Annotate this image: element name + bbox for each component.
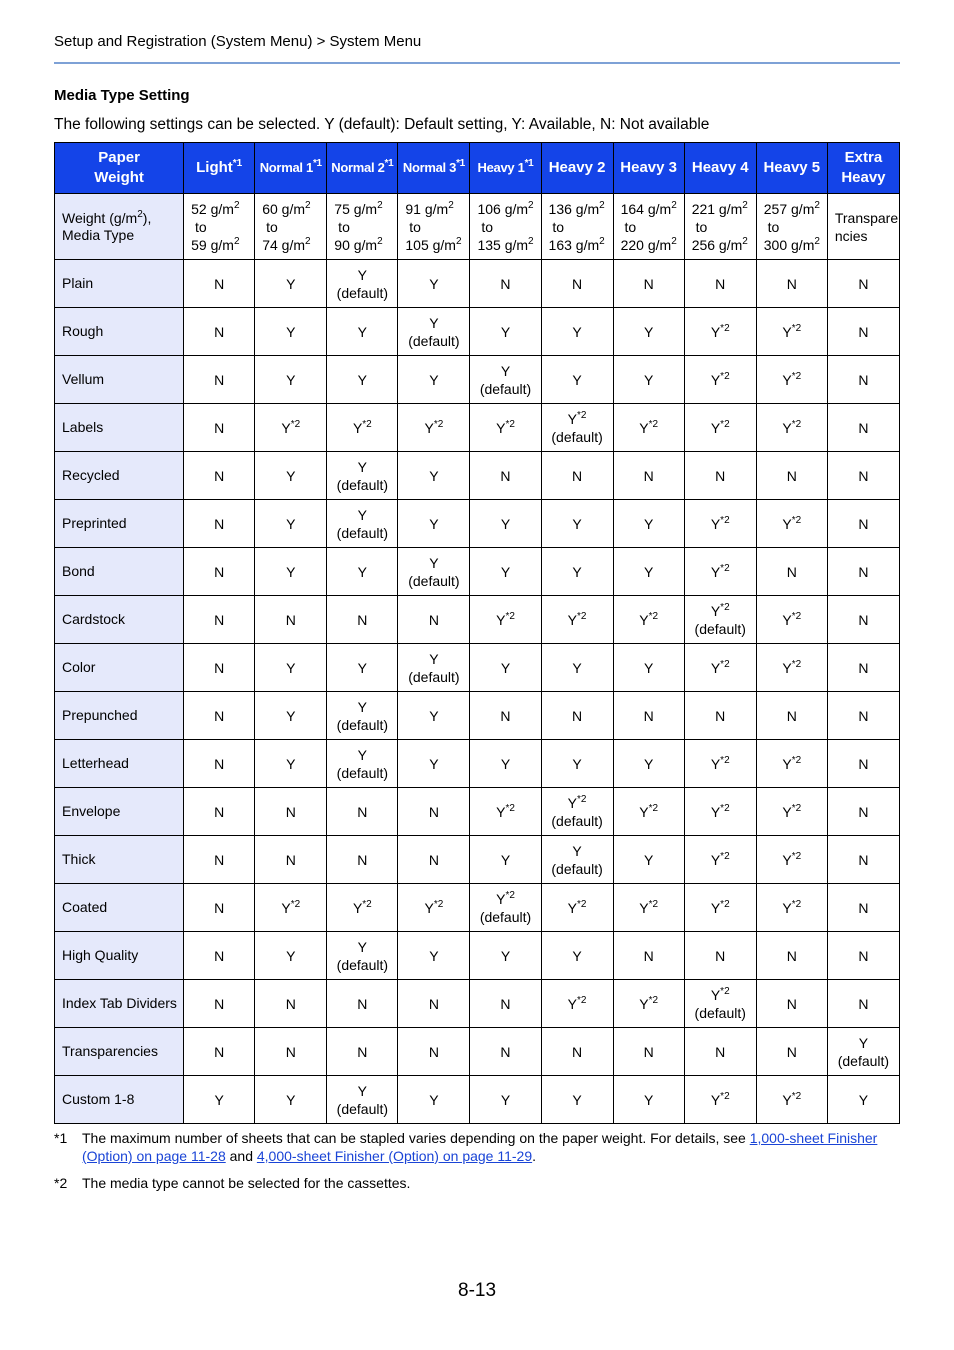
column-header-label: Heavy 3 [620, 159, 677, 176]
weight-row-label: Weight $(g/m^2)$, Media Type [55, 194, 184, 260]
table-cell: N [827, 980, 899, 1028]
table-cell: Y (default) [398, 644, 470, 692]
table-cell: N [827, 260, 899, 308]
table-cell: Y [255, 548, 327, 596]
table-cell: N [398, 1028, 470, 1076]
row-label-color: Color [55, 644, 184, 692]
table-cell: Y [255, 932, 327, 980]
row-label-index-tab-dividers: Index Tab Dividers [55, 980, 184, 1028]
table-cell: Y [255, 260, 327, 308]
weight-cell: 91 $g/m^2$ to 105 $g/m^2$ [398, 194, 470, 260]
corner-line-1: Paper [98, 149, 140, 166]
table-row [55, 1028, 900, 1076]
table-row [55, 980, 900, 1028]
table-cell: N [756, 548, 827, 596]
table-cell: N [470, 980, 541, 1028]
table-cell: $Y^{*2}$ [255, 884, 327, 932]
page-number: 8-13 [458, 1280, 497, 1301]
table-cell: Y [470, 500, 541, 548]
table-cell: Y (default) [327, 452, 398, 500]
table-cell: N [184, 644, 255, 692]
table-cell: N [541, 452, 613, 500]
table-cell: Y (default) [470, 356, 541, 404]
table-cell: $Y^{*2}$ [684, 884, 756, 932]
footnote-ref: *1 [232, 158, 243, 169]
table-row [55, 884, 900, 932]
table-cell: $Y^{*2}$ [613, 788, 684, 836]
table-body [55, 194, 900, 1124]
footnote-ref: *1 [384, 158, 394, 169]
table-cell: N [827, 548, 899, 596]
table-cell: $Y^{*2}$ [684, 404, 756, 452]
table-cell: N [827, 500, 899, 548]
table-cell: $Y^{*2}$ [398, 404, 470, 452]
table-cell: Y [541, 548, 613, 596]
table-cell: $Y^{*2}$ [684, 308, 756, 356]
footnote-ref: *1 [456, 158, 465, 169]
table-cell: $Y^{*2}$ [398, 884, 470, 932]
table-cell: N [827, 836, 899, 884]
table-cell: N [184, 596, 255, 644]
table-cell: N [255, 596, 327, 644]
table-cell: $Y^{*2}$ [470, 788, 541, 836]
corner-header [55, 143, 184, 194]
footnote-1-mark: *1 [54, 1130, 68, 1146]
row-label-preprinted: Preprinted [55, 500, 184, 548]
table-cell: Y [541, 308, 613, 356]
table-cell: N [827, 452, 899, 500]
table-cell: N [184, 548, 255, 596]
table-cell: N [470, 260, 541, 308]
table-row [55, 740, 900, 788]
table-cell: Y [470, 740, 541, 788]
table-cell: $Y^{*2}$ [756, 596, 827, 644]
table-cell: Y [613, 548, 684, 596]
table-cell: N [184, 932, 255, 980]
table-cell: Y [613, 308, 684, 356]
table-cell: N [684, 1028, 756, 1076]
column-header-extra-heavy [827, 143, 899, 194]
footnote-1-and: and [225, 1148, 257, 1164]
table-cell: $Y^{*2}$ [756, 836, 827, 884]
table-cell: N [756, 260, 827, 308]
table-cell: N [613, 1028, 684, 1076]
table-cell: Y [470, 836, 541, 884]
table-cell: $Y^{*2}$ [613, 596, 684, 644]
table-cell: Y [613, 740, 684, 788]
table-cell: N [684, 692, 756, 740]
row-label-bond: Bond [55, 548, 184, 596]
row-label-cardstock: Cardstock [55, 596, 184, 644]
table-cell: N [327, 788, 398, 836]
column-header-heavy-4 [684, 143, 756, 194]
column-header-label: Heavy 4 [691, 159, 749, 176]
footnote-1 [54, 1129, 900, 1169]
table-cell: Y [470, 548, 541, 596]
table-cell: $Y^{*2}$ [684, 836, 756, 884]
table-cell: Y [255, 308, 327, 356]
table-cell: N [184, 452, 255, 500]
row-label-vellum: Vellum [55, 356, 184, 404]
table-cell: Y [470, 1076, 541, 1124]
table-cell: N [756, 932, 827, 980]
column-header-light [184, 143, 255, 194]
table-cell: Y [613, 644, 684, 692]
row-label-recycled: Recycled [55, 452, 184, 500]
table-cell: Y [398, 932, 470, 980]
table-cell: Y (default) [327, 740, 398, 788]
row-label-labels: Labels [55, 404, 184, 452]
table-cell: N [398, 836, 470, 884]
column-header-normal-2 [327, 143, 398, 194]
table-cell: $Y^{*2}$ [684, 500, 756, 548]
column-header-heavy-2 [541, 143, 613, 194]
table-cell: N [184, 356, 255, 404]
table-cell: Y (default) [327, 260, 398, 308]
footnote-2 [54, 1174, 900, 1194]
table-cell: Y [327, 548, 398, 596]
table-cell: $Y^{*2}$ [684, 644, 756, 692]
table-cell: N [827, 404, 899, 452]
row-label-coated: Coated [55, 884, 184, 932]
table-cell: $Y^{*2}$ [613, 404, 684, 452]
table-cell: $Y^{*2}$ [684, 548, 756, 596]
table-cell: Y [255, 692, 327, 740]
table-row [55, 260, 900, 308]
table-cell: N [827, 596, 899, 644]
column-header-label: Normal 3 [402, 160, 457, 175]
breadcrumb: Setup and Registration (System Menu) > System Menu [54, 33, 422, 50]
weight-cell: 60 $g/m^2$ to 74 $g/m^2$ [255, 194, 327, 260]
table-row [55, 644, 900, 692]
table-row [55, 356, 900, 404]
table-cell: Y [541, 740, 613, 788]
header-rule [54, 62, 900, 64]
table-cell: Y [184, 1076, 255, 1124]
table-cell: $Y^{*2}$ (default) [541, 788, 613, 836]
table-cell: N [184, 500, 255, 548]
column-header-label: Heavy 2 [548, 159, 606, 176]
table-cell: N [327, 836, 398, 884]
column-header-label: Heavy 1 [477, 160, 525, 175]
column-header-label: Light [196, 159, 233, 176]
table-cell: $Y^{*2}$ [756, 788, 827, 836]
table-cell: Y (default) [327, 500, 398, 548]
table-cell: N [684, 260, 756, 308]
table-cell: $Y^{*2}$ [541, 884, 613, 932]
section-title: Media Type Setting [54, 87, 190, 104]
table-cell: N [398, 596, 470, 644]
column-header-line: Extra Heavy [841, 149, 886, 186]
footnote-ref: *1 [524, 158, 534, 169]
table-cell: $Y^{*2}$ [684, 356, 756, 404]
table-cell: N [255, 980, 327, 1028]
table-cell: $Y^{*2}$ [470, 596, 541, 644]
table-cell: N [184, 1028, 255, 1076]
table-cell: Y (default) [327, 932, 398, 980]
table-cell: N [184, 836, 255, 884]
row-label-prepunched: Prepunched [55, 692, 184, 740]
column-header-label: Normal 2 [331, 160, 385, 175]
table-cell: Y [255, 1076, 327, 1124]
table-cell: $Y^{*2}$ [613, 884, 684, 932]
table-cell: Y (default) [327, 1076, 398, 1124]
table-cell: N [184, 740, 255, 788]
column-header-normal-1 [255, 143, 327, 194]
footnote-1-text: The maximum number of sheets that can be stapled varies depending on the paper weight. For details, see [82, 1130, 750, 1146]
table-row [55, 308, 900, 356]
table-cell: $Y^{*2}$ [756, 644, 827, 692]
intro-text: The following settings can be selected. Y (default): Default setting, Y: Available, N: Not available [54, 116, 710, 133]
table-cell: N [184, 308, 255, 356]
column-header-heavy-5 [756, 143, 827, 194]
table-cell: Y [398, 692, 470, 740]
table-cell: Y [541, 500, 613, 548]
table-cell: N [470, 452, 541, 500]
table-cell: Y [470, 308, 541, 356]
table-cell: N [613, 692, 684, 740]
table-cell: N [684, 932, 756, 980]
table-row [55, 596, 900, 644]
table-cell: Y [398, 740, 470, 788]
table-cell: Y [255, 644, 327, 692]
table-cell: Y [398, 260, 470, 308]
table-cell: $Y^{*2}$ [327, 404, 398, 452]
table-cell: N [756, 692, 827, 740]
table-cell: N [756, 980, 827, 1028]
row-label-rough: Rough [55, 308, 184, 356]
table-cell: N [184, 980, 255, 1028]
table-cell: $Y^{*2}$ [684, 740, 756, 788]
table-cell: N [184, 884, 255, 932]
table-cell: Y [327, 308, 398, 356]
table-row [55, 836, 900, 884]
table-cell: Y [613, 836, 684, 884]
table-cell: $Y^{*2}$ [470, 404, 541, 452]
table-cell: $Y^{*2}$ [756, 404, 827, 452]
table-cell: $Y^{*2}$ [756, 1076, 827, 1124]
table-cell: N [684, 452, 756, 500]
table-cell: $Y^{*2}$ (default) [541, 404, 613, 452]
table-row [55, 500, 900, 548]
table-cell: Y [327, 356, 398, 404]
corner-line-2: Weight [94, 169, 144, 186]
table-cell: $Y^{*2}$ (default) [684, 980, 756, 1028]
table-cell: N [184, 404, 255, 452]
table-cell: Y [470, 644, 541, 692]
table-cell: N [327, 980, 398, 1028]
column-header-label: Normal 1 [259, 160, 313, 175]
table-row [55, 1076, 900, 1124]
table-cell: $Y^{*2}$ [756, 884, 827, 932]
table-cell: N [756, 452, 827, 500]
column-header-heavy-1 [470, 143, 541, 194]
table-cell: N [184, 692, 255, 740]
table-cell: Y (default) [327, 692, 398, 740]
table-cell: N [541, 692, 613, 740]
finisher-4000-link[interactable]: 4,000-sheet Finisher (Option) on page 11-29 [256, 1148, 533, 1164]
table-row [55, 692, 900, 740]
table-cell: N [827, 740, 899, 788]
table-cell: N [327, 1028, 398, 1076]
table-cell: N [398, 980, 470, 1028]
table-cell: Y [541, 356, 613, 404]
table-cell: Y [613, 1076, 684, 1124]
table-header [55, 143, 900, 194]
row-label-letterhead: Letterhead [55, 740, 184, 788]
table-cell: N [470, 1028, 541, 1076]
table-cell: $Y^{*2}$ [756, 500, 827, 548]
weight-cell: 106 $g/m^2$ to 135 $g/m^2$ [470, 194, 541, 260]
finisher-1000-link[interactable]: 1,000-sheet Finisher (Option) on page 11-28 [82, 1130, 878, 1164]
table-cell: N [398, 788, 470, 836]
table-cell: N [255, 1028, 327, 1076]
table-cell: N [827, 644, 899, 692]
table-cell: Y [327, 644, 398, 692]
table-cell: $Y^{*2}$ [255, 404, 327, 452]
table-cell: Y [470, 932, 541, 980]
column-header-label: Heavy 5 [763, 159, 821, 176]
table-cell: N [827, 884, 899, 932]
table-cell: N [541, 1028, 613, 1076]
table-cell: Y [541, 932, 613, 980]
table-row [55, 932, 900, 980]
weight-cell: Transparencies [827, 194, 899, 260]
table-cell: $Y^{*2}$ [613, 980, 684, 1028]
table-cell: Y (default) [541, 836, 613, 884]
column-header-heavy-3 [613, 143, 684, 194]
weight-cell: 164 $g/m^2$ to 220 $g/m^2$ [613, 194, 684, 260]
table-cell: N [541, 260, 613, 308]
table-cell: N [756, 1028, 827, 1076]
table-cell: N [827, 692, 899, 740]
footnote-1-end: . [532, 1148, 537, 1164]
table-cell: Y (default) [827, 1028, 899, 1076]
table-cell: N [184, 788, 255, 836]
table-cell: Y [613, 500, 684, 548]
weight-cell: 257 $g/m^2$ to 300 $g/m^2$ [756, 194, 827, 260]
table-cell: $Y^{*2}$ [541, 980, 613, 1028]
table-cell: Y [255, 452, 327, 500]
weight-cell: 52 $g/m^2$ to 59 $g/m^2$ [184, 194, 255, 260]
table-cell: N [327, 596, 398, 644]
table-cell: Y (default) [398, 308, 470, 356]
table-cell: N [613, 452, 684, 500]
footnote-2-text: The media type cannot be selected for the cassettes. [82, 1175, 411, 1191]
row-label-thick: Thick [55, 836, 184, 884]
row-label-envelope: Envelope [55, 788, 184, 836]
table-cell: N [184, 260, 255, 308]
footnote-2-mark: *2 [54, 1175, 68, 1191]
footnote-ref: *1 [312, 158, 322, 169]
table-cell: Y [541, 644, 613, 692]
row-label-high-quality: High Quality [55, 932, 184, 980]
table-cell: $Y^{*2}$ [684, 1076, 756, 1124]
table-cell: N [613, 260, 684, 308]
row-label-plain: Plain [55, 260, 184, 308]
table-cell: Y [255, 500, 327, 548]
table-cell: N [827, 308, 899, 356]
table-cell: Y [541, 1076, 613, 1124]
table-cell: N [827, 788, 899, 836]
table-cell: Y [398, 1076, 470, 1124]
table-cell: Y (default) [398, 548, 470, 596]
table-row [55, 548, 900, 596]
table-cell: $Y^{*2}$ (default) [684, 596, 756, 644]
table-row [55, 452, 900, 500]
table-cell: Y [827, 1076, 899, 1124]
row-label-custom-1-8: Custom 1-8 [55, 1076, 184, 1124]
row-label-transparencies: Transparencies [55, 1028, 184, 1076]
table-cell: Y [398, 356, 470, 404]
table-cell: $Y^{*2}$ [684, 788, 756, 836]
column-header-normal-3 [398, 143, 470, 194]
table-cell: $Y^{*2}$ [756, 740, 827, 788]
table-cell: $Y^{*2}$ (default) [470, 884, 541, 932]
weight-cell: 136 $g/m^2$ to 163 $g/m^2$ [541, 194, 613, 260]
table-row [55, 788, 900, 836]
table-cell: N [470, 692, 541, 740]
weight-cell: 75 $g/m^2$ to 90 $g/m^2$ [327, 194, 398, 260]
table-cell: Y [398, 452, 470, 500]
table-cell: Y [255, 356, 327, 404]
table-cell: N [827, 932, 899, 980]
table-cell: Y [398, 500, 470, 548]
media-type-table [54, 142, 900, 1124]
weight-cell: 221 $g/m^2$ to 256 $g/m^2$ [684, 194, 756, 260]
table-cell: N [255, 788, 327, 836]
table-cell: Y [255, 740, 327, 788]
weight-row [55, 194, 900, 260]
table-cell: $Y^{*2}$ [756, 356, 827, 404]
table-cell: $Y^{*2}$ [327, 884, 398, 932]
table-cell: N [827, 356, 899, 404]
table-cell: N [255, 836, 327, 884]
table-cell: $Y^{*2}$ [541, 596, 613, 644]
table-cell: Y [613, 356, 684, 404]
table-cell: N [613, 932, 684, 980]
table-cell: $Y^{*2}$ [756, 308, 827, 356]
table-row [55, 404, 900, 452]
